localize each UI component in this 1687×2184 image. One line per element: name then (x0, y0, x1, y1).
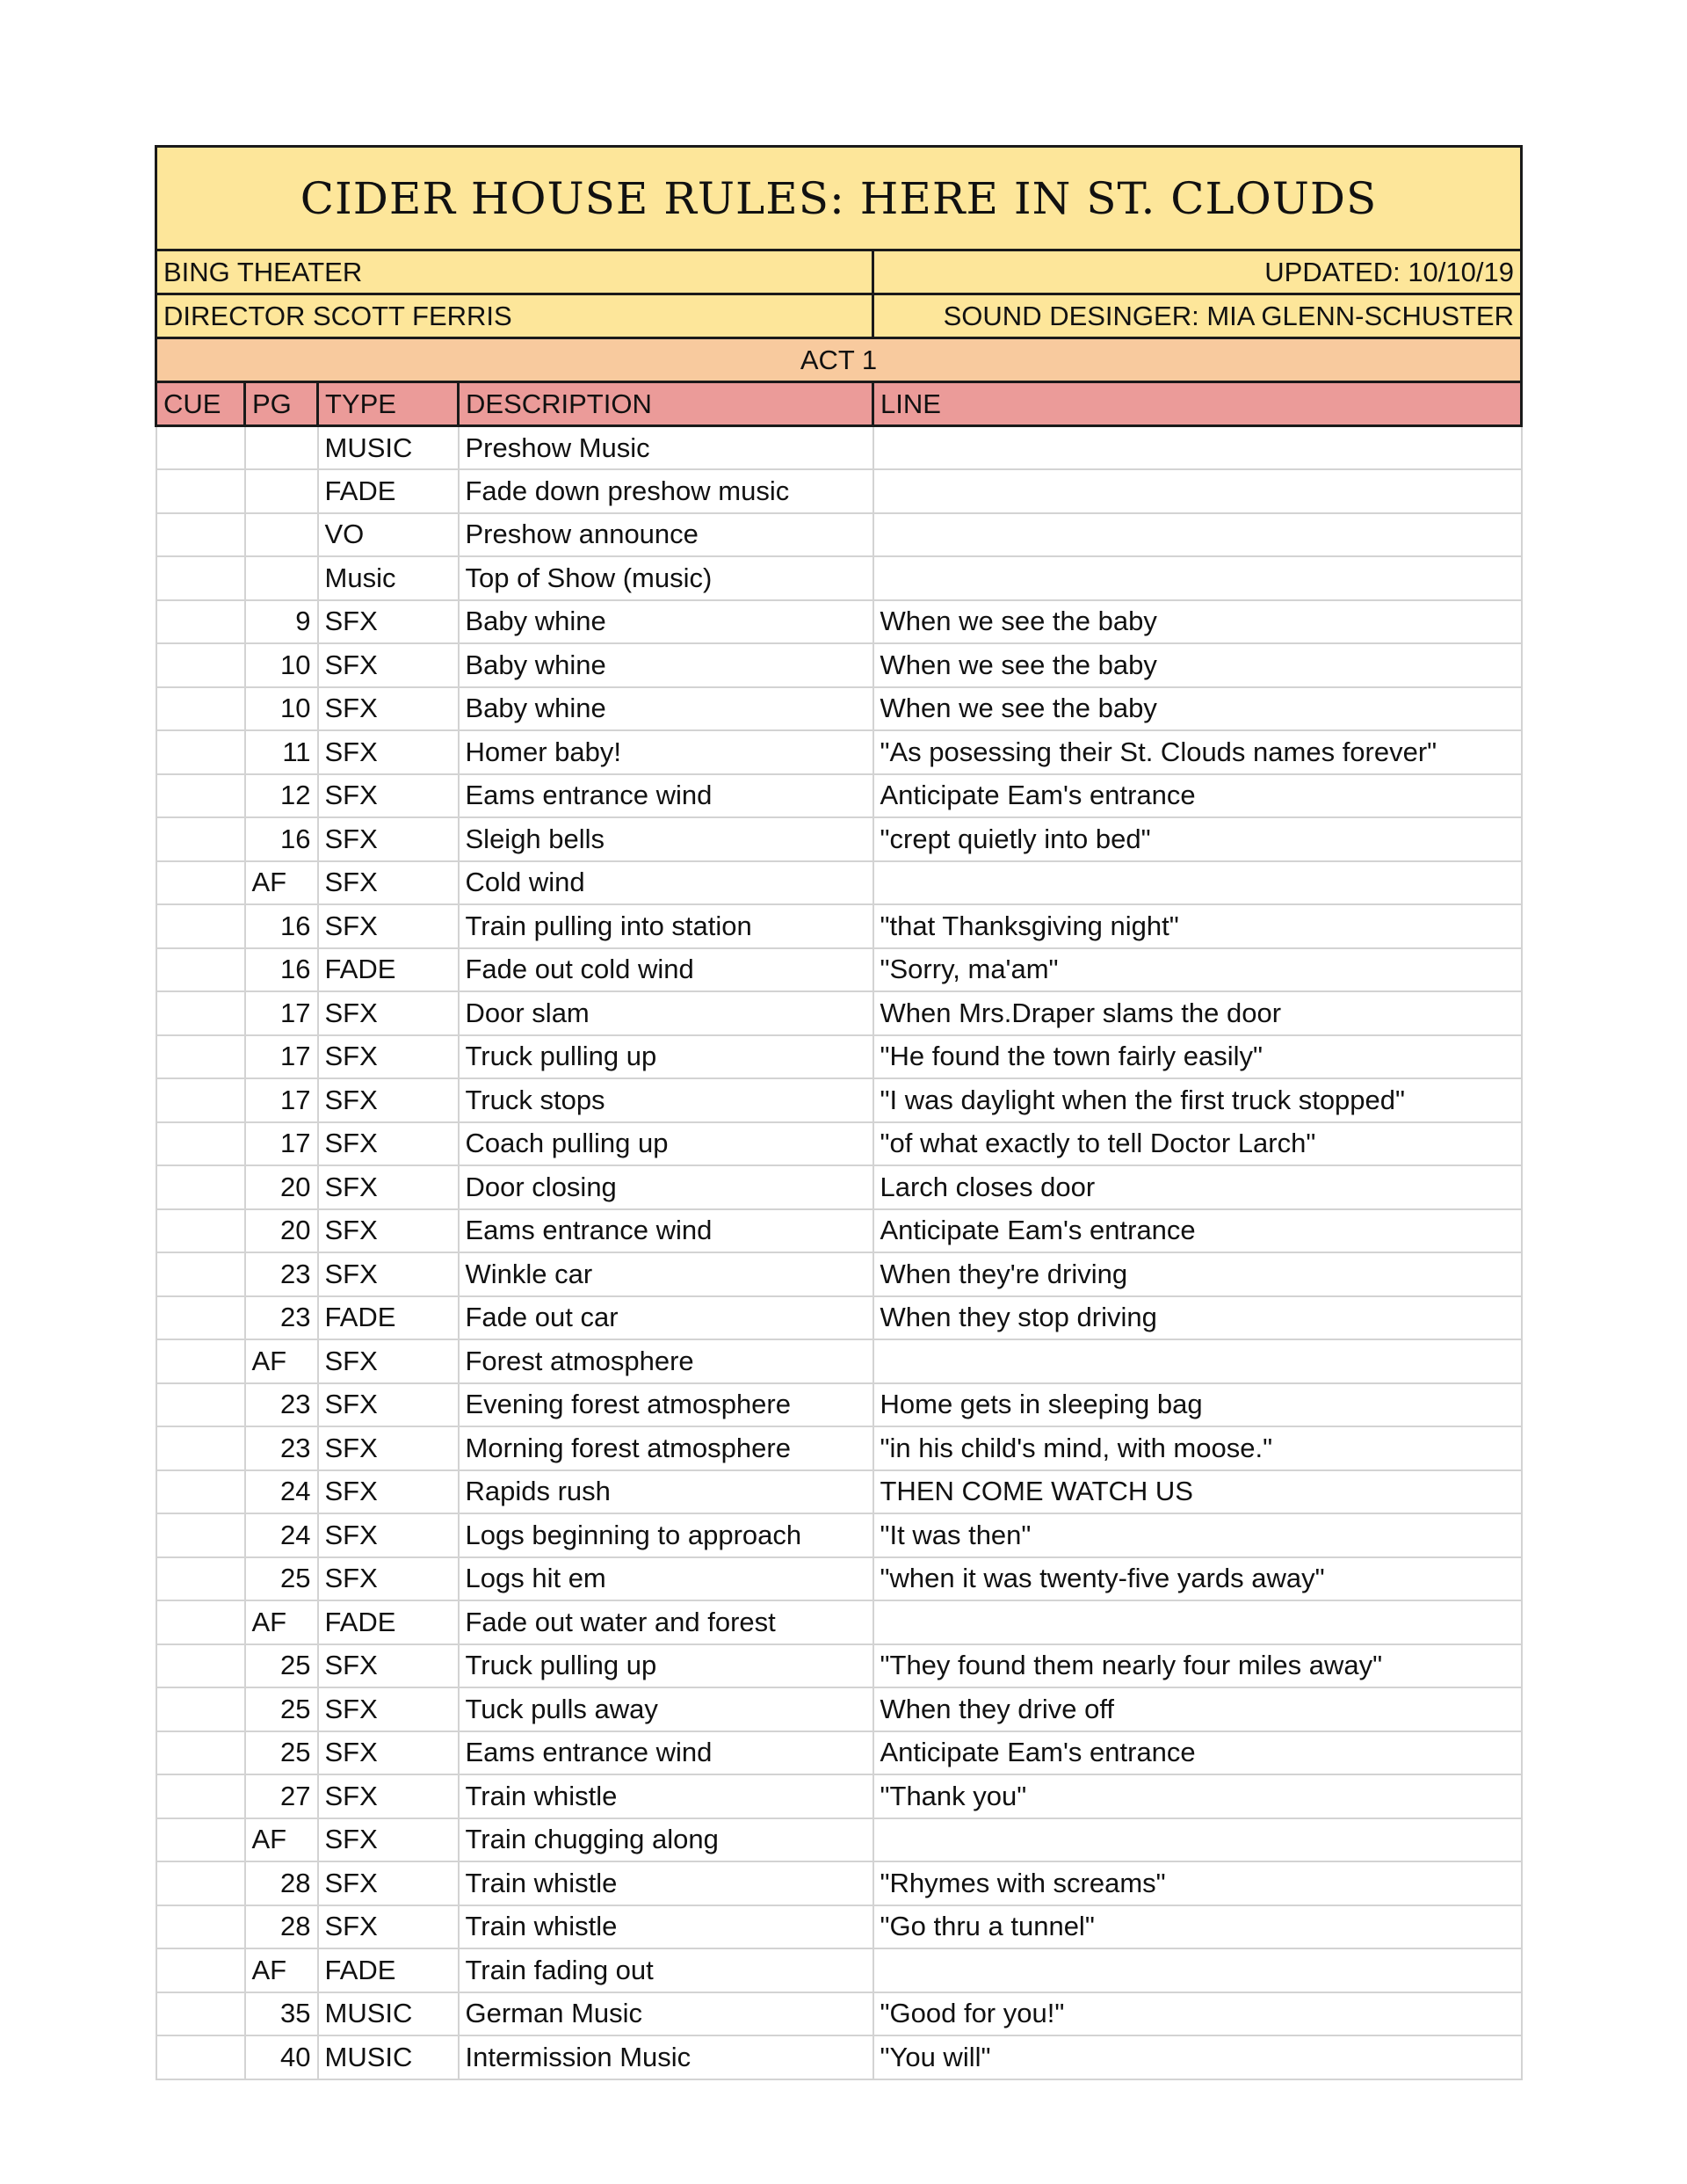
type-cell: MUSIC (318, 1992, 459, 2036)
page-cell: AF (245, 861, 318, 905)
page-cell: 25 (245, 1731, 318, 1775)
page-cell (245, 513, 318, 557)
page-cell: AF (245, 1948, 318, 1992)
column-header-type: TYPE (318, 382, 459, 426)
cue-cell (156, 1600, 245, 1644)
cue-cell (156, 1992, 245, 2036)
table-row (156, 991, 1522, 1035)
table-row (156, 861, 1522, 905)
description-cell: Train chugging along (459, 1818, 873, 1862)
line-cell: "It was then" (873, 1513, 1522, 1557)
description-cell: Logs hit em (459, 1557, 873, 1601)
page-cell (245, 426, 318, 470)
table-row (156, 556, 1522, 600)
description-cell: Rapids rush (459, 1470, 873, 1514)
cue-cell (156, 1426, 245, 1470)
line-cell (873, 1600, 1522, 1644)
type-cell: MUSIC (318, 426, 459, 470)
cue-cell (156, 513, 245, 557)
line-cell: When they drive off (873, 1687, 1522, 1731)
cue-cell (156, 1470, 245, 1514)
line-cell: THEN COME WATCH US (873, 1470, 1522, 1514)
type-cell: SFX (318, 1861, 459, 1905)
line-cell (873, 1339, 1522, 1383)
type-cell: SFX (318, 1687, 459, 1731)
description-cell: Homer baby! (459, 730, 873, 774)
line-cell (873, 861, 1522, 905)
line-cell (873, 469, 1522, 513)
description-cell: Baby whine (459, 687, 873, 731)
cue-list (156, 426, 1522, 2079)
description-cell: Fade down preshow music (459, 469, 873, 513)
type-cell: FADE (318, 1948, 459, 1992)
page-cell: 23 (245, 1252, 318, 1296)
type-cell: SFX (318, 1774, 459, 1818)
page-cell: 24 (245, 1513, 318, 1557)
description-cell: Logs beginning to approach (459, 1513, 873, 1557)
type-cell: FADE (318, 1600, 459, 1644)
table-row (156, 1470, 1522, 1514)
description-cell: Top of Show (music) (459, 556, 873, 600)
page-cell: 20 (245, 1165, 318, 1209)
updated-date: UPDATED: 10/10/19 (873, 250, 1522, 294)
cue-cell (156, 1557, 245, 1601)
page-cell (245, 469, 318, 513)
line-cell: "Go thru a tunnel" (873, 1905, 1522, 1949)
description-cell: Preshow announce (459, 513, 873, 557)
description-cell: Tuck pulls away (459, 1687, 873, 1731)
type-cell: SFX (318, 1078, 459, 1122)
table-row (156, 1339, 1522, 1383)
description-cell: Morning forest atmosphere (459, 1426, 873, 1470)
page-cell: 25 (245, 1687, 318, 1731)
table-row (156, 426, 1522, 470)
description-cell: Eams entrance wind (459, 1731, 873, 1775)
line-cell: "when it was twenty-five yards away" (873, 1557, 1522, 1601)
page-cell: 17 (245, 1078, 318, 1122)
page-cell: AF (245, 1339, 318, 1383)
line-cell: When we see the baby (873, 600, 1522, 644)
column-header-pg: PG (245, 382, 318, 426)
cue-cell (156, 1687, 245, 1731)
table-row (156, 1774, 1522, 1818)
line-cell: "You will" (873, 2035, 1522, 2079)
table-row (156, 1383, 1522, 1427)
director-name: DIRECTOR SCOTT FERRIS (156, 294, 873, 338)
cue-cell (156, 687, 245, 731)
cue-cell (156, 1731, 245, 1775)
description-cell: Door slam (459, 991, 873, 1035)
line-cell: "As posessing their St. Clouds names forever" (873, 730, 1522, 774)
description-cell: Forest atmosphere (459, 1339, 873, 1383)
table-row (156, 1818, 1522, 1862)
table-row (156, 1426, 1522, 1470)
description-cell: Truck pulling up (459, 1035, 873, 1079)
table-row (156, 643, 1522, 687)
line-cell: "that Thanksgiving night" (873, 904, 1522, 948)
show-title: CIDER HOUSE RULES: HERE IN ST. CLOUDS (156, 147, 1522, 250)
description-cell: Train fading out (459, 1948, 873, 1992)
cue-cell (156, 1513, 245, 1557)
cue-sheet-table (155, 145, 1523, 2080)
cue-cell (156, 1383, 245, 1427)
table-row (156, 904, 1522, 948)
page-cell: 25 (245, 1644, 318, 1688)
page-cell: 16 (245, 904, 318, 948)
description-cell: Intermission Music (459, 2035, 873, 2079)
line-cell: "I was daylight when the first truck stopped" (873, 1078, 1522, 1122)
type-cell: SFX (318, 1470, 459, 1514)
description-cell: Truck pulling up (459, 1644, 873, 1688)
line-cell: "Rhymes with screams" (873, 1861, 1522, 1905)
line-cell (873, 556, 1522, 600)
type-cell: SFX (318, 1035, 459, 1079)
description-cell: Truck stops (459, 1078, 873, 1122)
page-cell: 16 (245, 817, 318, 861)
cue-cell (156, 1339, 245, 1383)
table-row (156, 1905, 1522, 1949)
cue-cell (156, 1644, 245, 1688)
type-cell: FADE (318, 469, 459, 513)
type-cell: SFX (318, 817, 459, 861)
line-cell (873, 1948, 1522, 1992)
table-row (156, 948, 1522, 992)
type-cell: SFX (318, 861, 459, 905)
type-cell: VO (318, 513, 459, 557)
description-cell: Train whistle (459, 1774, 873, 1818)
description-cell: Door closing (459, 1165, 873, 1209)
description-cell: Sleigh bells (459, 817, 873, 861)
line-cell: "He found the town fairly easily" (873, 1035, 1522, 1079)
page-cell: AF (245, 1600, 318, 1644)
cue-cell (156, 861, 245, 905)
description-cell: Winkle car (459, 1252, 873, 1296)
description-cell: Train pulling into station (459, 904, 873, 948)
type-cell: SFX (318, 1165, 459, 1209)
table-row (156, 2035, 1522, 2079)
line-cell: Anticipate Eam's entrance (873, 1731, 1522, 1775)
page-cell: 12 (245, 774, 318, 818)
line-cell: "Thank you" (873, 1774, 1522, 1818)
table-row (156, 600, 1522, 644)
column-header-line: LINE (873, 382, 1522, 426)
cue-cell (156, 556, 245, 600)
type-cell: SFX (318, 1339, 459, 1383)
cue-cell (156, 817, 245, 861)
cue-cell (156, 1252, 245, 1296)
line-cell: When we see the baby (873, 687, 1522, 731)
cue-cell (156, 1165, 245, 1209)
table-row (156, 1992, 1522, 2036)
table-row (156, 1557, 1522, 1601)
type-cell: SFX (318, 1818, 459, 1862)
line-cell: "They found them nearly four miles away" (873, 1644, 1522, 1688)
table-row (156, 1078, 1522, 1122)
cue-cell (156, 469, 245, 513)
cue-cell (156, 600, 245, 644)
page-cell: 10 (245, 643, 318, 687)
description-cell: Fade out car (459, 1296, 873, 1340)
table-row (156, 730, 1522, 774)
type-cell: SFX (318, 1644, 459, 1688)
cue-cell (156, 1122, 245, 1166)
line-cell: Anticipate Eam's entrance (873, 774, 1522, 818)
type-cell: SFX (318, 600, 459, 644)
description-cell: Fade out water and forest (459, 1600, 873, 1644)
cue-cell (156, 1078, 245, 1122)
line-cell: "crept quietly into bed" (873, 817, 1522, 861)
table-row (156, 1600, 1522, 1644)
type-cell: SFX (318, 1252, 459, 1296)
line-cell: Home gets in sleeping bag (873, 1383, 1522, 1427)
description-cell: Train whistle (459, 1861, 873, 1905)
type-cell: Music (318, 556, 459, 600)
cue-cell (156, 643, 245, 687)
description-cell: Train whistle (459, 1905, 873, 1949)
page-cell: 25 (245, 1557, 318, 1601)
type-cell: SFX (318, 1209, 459, 1253)
cue-cell (156, 1861, 245, 1905)
table-row (156, 1165, 1522, 1209)
type-cell: SFX (318, 1905, 459, 1949)
page-cell: 17 (245, 991, 318, 1035)
page-cell: 16 (245, 948, 318, 992)
table-row (156, 1948, 1522, 1992)
page-cell: 10 (245, 687, 318, 731)
theater-name: BING THEATER (156, 250, 873, 294)
description-cell: Coach pulling up (459, 1122, 873, 1166)
cue-cell (156, 1948, 245, 1992)
page-cell: 23 (245, 1383, 318, 1427)
line-cell: "Sorry, ma'am" (873, 948, 1522, 992)
cue-cell (156, 1035, 245, 1079)
page-cell: AF (245, 1818, 318, 1862)
type-cell: SFX (318, 1513, 459, 1557)
cue-cell (156, 1296, 245, 1340)
page-cell: 28 (245, 1905, 318, 1949)
table-row (156, 1122, 1522, 1166)
description-cell: Preshow Music (459, 426, 873, 470)
page-cell: 40 (245, 2035, 318, 2079)
page-cell: 17 (245, 1122, 318, 1166)
cue-cell (156, 1818, 245, 1862)
type-cell: SFX (318, 1557, 459, 1601)
description-cell: Evening forest atmosphere (459, 1383, 873, 1427)
table-row (156, 1209, 1522, 1253)
page-cell: 11 (245, 730, 318, 774)
description-cell: Eams entrance wind (459, 774, 873, 818)
page-cell: 35 (245, 1992, 318, 2036)
column-header-cue: CUE (156, 382, 245, 426)
cue-cell (156, 1905, 245, 1949)
description-cell: Cold wind (459, 861, 873, 905)
line-cell: When they stop driving (873, 1296, 1522, 1340)
line-cell: "Good for you!" (873, 1992, 1522, 2036)
act-label: ACT 1 (156, 338, 1522, 382)
table-row (156, 513, 1522, 557)
page-cell: 20 (245, 1209, 318, 1253)
page-cell: 17 (245, 1035, 318, 1079)
page-cell: 27 (245, 1774, 318, 1818)
line-cell: "in his child's mind, with moose." (873, 1426, 1522, 1470)
cue-cell (156, 948, 245, 992)
cue-cell (156, 730, 245, 774)
table-row (156, 1644, 1522, 1688)
table-row (156, 817, 1522, 861)
type-cell: MUSIC (318, 2035, 459, 2079)
table-row (156, 1687, 1522, 1731)
line-cell: Larch closes door (873, 1165, 1522, 1209)
line-cell: When Mrs.Draper slams the door (873, 991, 1522, 1035)
line-cell (873, 426, 1522, 470)
line-cell: Anticipate Eam's entrance (873, 1209, 1522, 1253)
type-cell: SFX (318, 904, 459, 948)
line-cell (873, 513, 1522, 557)
line-cell (873, 1818, 1522, 1862)
column-header-row (156, 382, 1522, 426)
page-cell (245, 556, 318, 600)
description-cell: German Music (459, 1992, 873, 2036)
table-row (156, 469, 1522, 513)
type-cell: FADE (318, 1296, 459, 1340)
type-cell: SFX (318, 1383, 459, 1427)
type-cell: SFX (318, 991, 459, 1035)
type-cell: SFX (318, 643, 459, 687)
page-cell: 28 (245, 1861, 318, 1905)
type-cell: SFX (318, 1122, 459, 1166)
type-cell: SFX (318, 1426, 459, 1470)
type-cell: FADE (318, 948, 459, 992)
description-cell: Eams entrance wind (459, 1209, 873, 1253)
page-cell: 9 (245, 600, 318, 644)
table-row (156, 1252, 1522, 1296)
line-cell: When we see the baby (873, 643, 1522, 687)
description-cell: Baby whine (459, 643, 873, 687)
page-cell: 23 (245, 1296, 318, 1340)
table-row (156, 1861, 1522, 1905)
cue-cell (156, 426, 245, 470)
line-cell: When they're driving (873, 1252, 1522, 1296)
table-row (156, 1731, 1522, 1775)
cue-cell (156, 1209, 245, 1253)
column-header-description: DESCRIPTION (459, 382, 873, 426)
table-row (156, 774, 1522, 818)
cue-cell (156, 2035, 245, 2079)
cue-cell (156, 991, 245, 1035)
table-row (156, 1296, 1522, 1340)
page-cell: 23 (245, 1426, 318, 1470)
cue-cell (156, 1774, 245, 1818)
type-cell: SFX (318, 687, 459, 731)
cue-cell (156, 774, 245, 818)
page-cell: 24 (245, 1470, 318, 1514)
type-cell: SFX (318, 774, 459, 818)
table-row (156, 1513, 1522, 1557)
type-cell: SFX (318, 730, 459, 774)
sound-designer: SOUND DESINGER: MIA GLENN-SCHUSTER (873, 294, 1522, 338)
table-row (156, 687, 1522, 731)
type-cell: SFX (318, 1731, 459, 1775)
table-row (156, 1035, 1522, 1079)
description-cell: Baby whine (459, 600, 873, 644)
line-cell: "of what exactly to tell Doctor Larch" (873, 1122, 1522, 1166)
cue-cell (156, 904, 245, 948)
description-cell: Fade out cold wind (459, 948, 873, 992)
